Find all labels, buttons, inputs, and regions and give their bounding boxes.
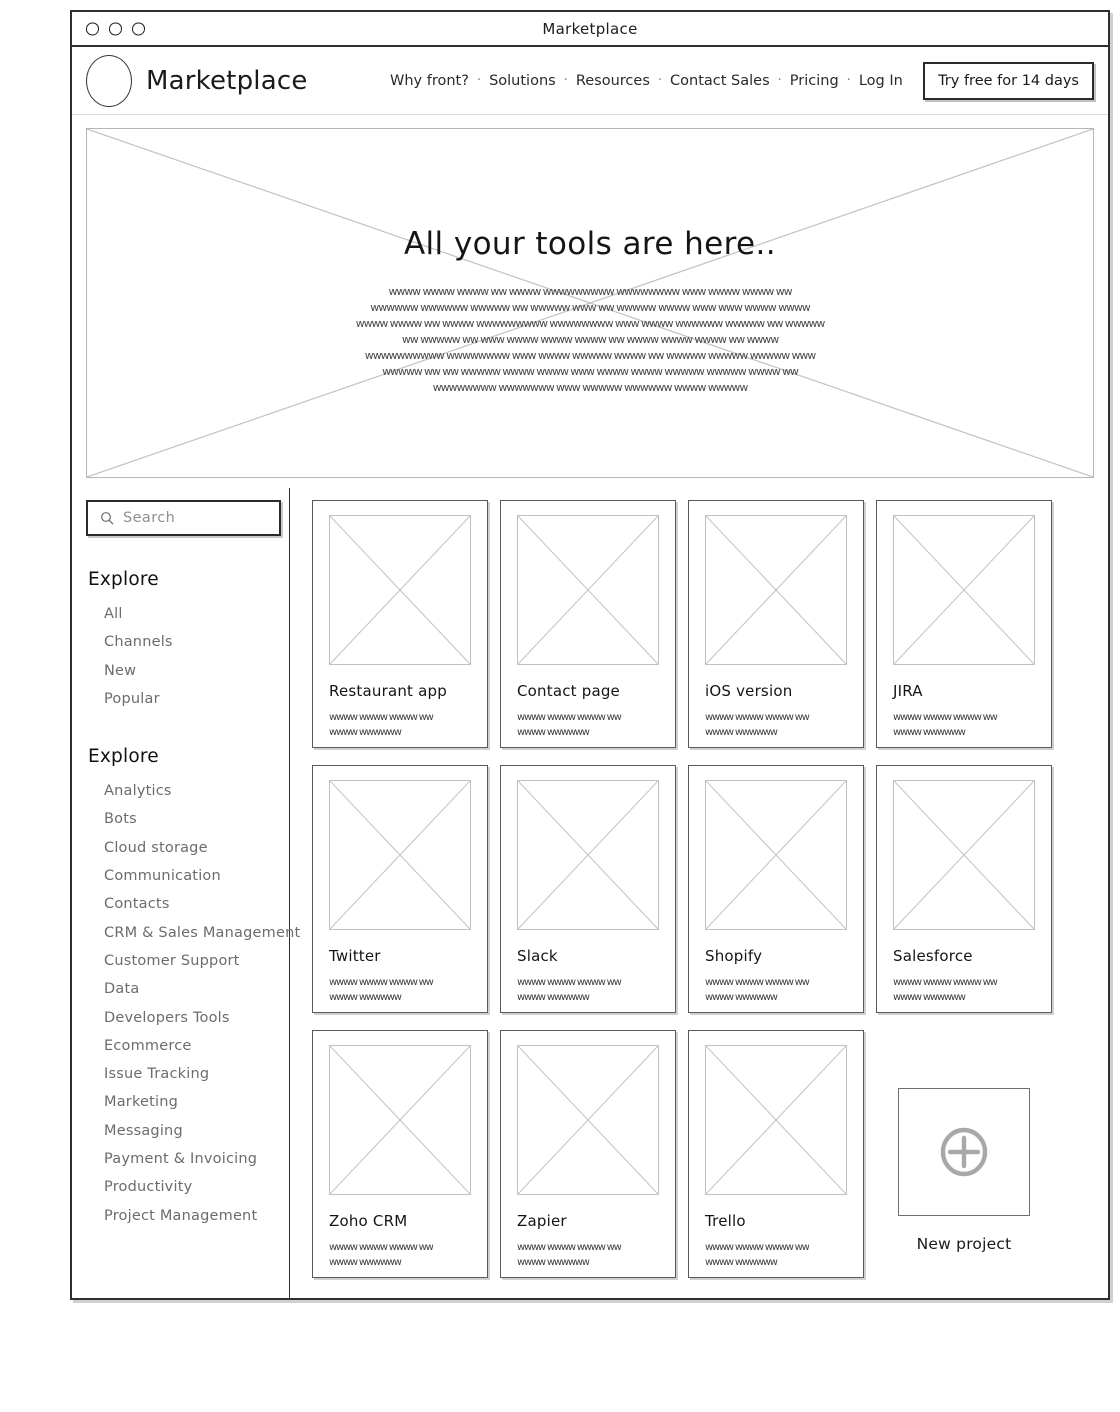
scribble-line: wwww wwww wwww ww <box>705 712 809 723</box>
search-placeholder: Search <box>123 510 176 526</box>
sidebar-item-ecommerce[interactable]: Ecommerce <box>104 1037 192 1054</box>
nav-item-solutions[interactable]: Solutions <box>489 72 556 89</box>
scribble-line: wwww wwwwww <box>517 1257 589 1268</box>
browser-window <box>70 10 1110 1300</box>
sidebar-item-issue-tracking[interactable]: Issue Tracking <box>104 1066 210 1083</box>
sidebar-item-communication[interactable]: Communication <box>104 868 221 885</box>
scribble-line: wwww wwwwww <box>329 992 401 1003</box>
image-placeholder-x-icon <box>893 780 1035 930</box>
table-row[interactable] <box>688 500 864 748</box>
table-row[interactable] <box>500 765 676 1013</box>
sidebar-item-contacts[interactable]: Contacts <box>104 896 170 913</box>
search-input[interactable] <box>86 500 281 536</box>
site-header <box>72 47 1108 115</box>
sidebar-item-cloud-storage[interactable]: Cloud storage <box>104 839 208 856</box>
card-description-scribble <box>329 1240 471 1270</box>
scribble-line: wwwwwwwwww wwwwwwww www wwww wwwww wwww ww wwwww wwwww wwwww www <box>364 349 816 362</box>
scribble-line: wwww wwwwww <box>893 727 965 738</box>
nav-item-pricing[interactable]: Pricing <box>789 72 839 89</box>
sidebar-list-explore-2 <box>86 777 301 1230</box>
nav-item-log-in[interactable]: Log In <box>858 72 903 89</box>
card-description-scribble <box>329 975 471 1005</box>
sidebar-item-crm-sales-management[interactable]: CRM & Sales Management <box>104 924 301 941</box>
scribble-line: wwww wwww wwww ww <box>705 1242 809 1253</box>
scribble-line: wwww wwww wwww ww <box>329 1242 433 1253</box>
card-title: Slack <box>517 947 558 965</box>
scribble-line: ww wwwww ww www wwww wwww wwww ww wwww wwww wwww ww wwww <box>401 333 779 346</box>
image-placeholder-x-icon <box>86 128 1094 478</box>
scribble-line: wwww wwwwww <box>705 1257 777 1268</box>
sidebar-item-customer-support[interactable]: Customer Support <box>104 952 240 969</box>
card-description-scribble <box>893 975 1035 1005</box>
scribble-line: wwww wwww wwww ww <box>893 977 997 988</box>
scribble-line: wwww wwwwww <box>893 992 965 1003</box>
image-placeholder-x-icon <box>517 515 659 665</box>
scribble-line: wwww wwww wwww ww <box>329 977 433 988</box>
card-title: JIRA <box>893 682 923 700</box>
scribble-line: wwww wwww wwww ww <box>517 712 621 723</box>
scribble-line: wwww wwwwww <box>517 727 589 738</box>
app-card-grid <box>312 500 1108 1278</box>
card-description-scribble <box>705 1240 847 1270</box>
hero-section <box>86 128 1094 478</box>
sidebar-item-data[interactable]: Data <box>104 981 140 998</box>
content-area <box>290 488 1108 1298</box>
card-title: Zoho CRM <box>329 1212 408 1230</box>
main-nav <box>390 73 903 89</box>
new-project-tile[interactable] <box>876 1088 1052 1278</box>
scribble-line: wwwww ww ww wwwww wwww wwww www wwww wwww wwwww wwwww wwww ww <box>382 365 798 378</box>
sidebar-item-channels[interactable]: Channels <box>104 634 173 651</box>
new-project-box[interactable] <box>898 1088 1030 1216</box>
image-placeholder-x-icon <box>705 780 847 930</box>
sidebar-item-analytics[interactable]: Analytics <box>104 783 172 800</box>
try-free-button[interactable]: Try free for 14 days <box>923 62 1094 100</box>
nav-separator: · <box>476 73 482 88</box>
sidebar-item-developers-tools[interactable]: Developers Tools <box>104 1009 230 1026</box>
card-title: Shopify <box>705 947 763 965</box>
sidebar-item-bots[interactable]: Bots <box>104 811 137 828</box>
nav-separator: · <box>777 73 782 88</box>
sidebar-item-new[interactable]: New <box>104 662 137 679</box>
table-row[interactable] <box>688 1030 864 1278</box>
scribble-line: wwww wwwwww <box>705 727 777 738</box>
scribble-line: wwww wwww wwww ww wwww wwwwwwwww wwwwwwww www wwww wwww ww <box>388 285 792 298</box>
scribble-line: wwww wwww ww wwww wwwwwwwww wwwwwwww www wwww wwwwww wwwww ww wwwww <box>355 317 825 330</box>
card-title: Contact page <box>517 682 620 700</box>
image-placeholder-x-icon <box>329 780 471 930</box>
scribble-line: wwww wwwwww <box>329 727 401 738</box>
card-description-scribble <box>329 710 471 740</box>
scribble-line: wwww wwww wwww ww <box>517 1242 621 1253</box>
nav-item-contact-sales[interactable]: Contact Sales <box>670 72 770 89</box>
nav-separator: · <box>846 73 851 88</box>
scribble-line: wwww wwwwww <box>329 1257 401 1268</box>
scribble-line: wwww wwww wwww ww <box>705 977 809 988</box>
sidebar-heading-explore-1: Explore <box>88 569 159 590</box>
card-title: iOS version <box>705 682 793 700</box>
scribble-line: wwww wwwwww <box>517 992 589 1003</box>
image-placeholder-x-icon <box>705 515 847 665</box>
sidebar-item-popular[interactable]: Popular <box>104 690 160 707</box>
scribble-line: wwwwwwww wwwwwww www wwwww wwwwww wwww wwwww <box>432 381 748 394</box>
card-description-scribble <box>517 975 659 1005</box>
image-placeholder-x-icon <box>517 780 659 930</box>
card-description-scribble <box>705 975 847 1005</box>
image-placeholder-x-icon <box>329 1045 471 1195</box>
sidebar-item-all[interactable]: All <box>104 606 123 622</box>
card-title: Zapier <box>517 1212 567 1230</box>
window-title: Marketplace <box>542 19 638 38</box>
search-icon <box>100 511 114 525</box>
sidebar-item-productivity[interactable]: Productivity <box>104 1179 193 1196</box>
card-description-scribble <box>517 1240 659 1270</box>
hero-title: All your tools are here.. <box>403 226 777 262</box>
table-row[interactable] <box>500 500 676 748</box>
scribble-line: wwww wwww wwww ww <box>329 712 433 723</box>
nav-item-resources[interactable]: Resources <box>575 72 650 89</box>
new-project-label: New project <box>916 1235 1012 1253</box>
card-title: Trello <box>705 1212 746 1230</box>
sidebar-item-marketing[interactable]: Marketing <box>104 1094 179 1111</box>
brand[interactable] <box>86 55 308 107</box>
image-placeholder-x-icon <box>517 1045 659 1195</box>
sidebar-list-explore-1 <box>86 600 281 713</box>
card-description-scribble <box>705 710 847 740</box>
card-title: Salesforce <box>893 947 973 965</box>
window-titlebar <box>72 12 1108 47</box>
table-row[interactable] <box>688 765 864 1013</box>
scribble-line: wwww wwwwww <box>705 992 777 1003</box>
table-row[interactable] <box>312 1030 488 1278</box>
card-title: Twitter <box>329 947 381 965</box>
image-placeholder-x-icon <box>893 515 1035 665</box>
table-row[interactable] <box>876 500 1052 748</box>
circle-avatar-icon <box>86 55 132 107</box>
scribble-line: wwww wwww wwww ww <box>517 977 621 988</box>
card-description-scribble <box>517 710 659 740</box>
sidebar-item-messaging[interactable]: Messaging <box>104 1122 183 1139</box>
brand-name: Marketplace <box>146 65 308 96</box>
table-row[interactable] <box>312 765 488 1013</box>
scribble-line: wwww wwww wwww ww <box>893 712 997 723</box>
nav-separator: · <box>657 73 663 88</box>
page-body <box>72 488 1108 1298</box>
card-description-scribble <box>893 710 1035 740</box>
card-title: Restaurant app <box>329 682 447 700</box>
sidebar-item-project-management[interactable]: Project Management <box>104 1207 258 1224</box>
nav-item-why-front[interactable]: Why front? <box>390 72 469 89</box>
table-row[interactable] <box>876 765 1052 1013</box>
sidebar <box>72 488 301 1298</box>
scribble-line: wwwwww wwwwww wwwww ww wwwww www ww wwwww wwww www www wwww wwww <box>370 301 810 314</box>
nav-separator: · <box>563 73 568 88</box>
table-row[interactable] <box>312 500 488 748</box>
image-placeholder-x-icon <box>705 1045 847 1195</box>
plus-circle-icon <box>936 1123 992 1181</box>
table-row[interactable] <box>500 1030 676 1278</box>
sidebar-heading-explore-2: Explore <box>88 746 159 768</box>
image-placeholder-x-icon <box>329 515 471 665</box>
sidebar-item-payment-invoicing[interactable]: Payment & Invoicing <box>104 1151 258 1168</box>
